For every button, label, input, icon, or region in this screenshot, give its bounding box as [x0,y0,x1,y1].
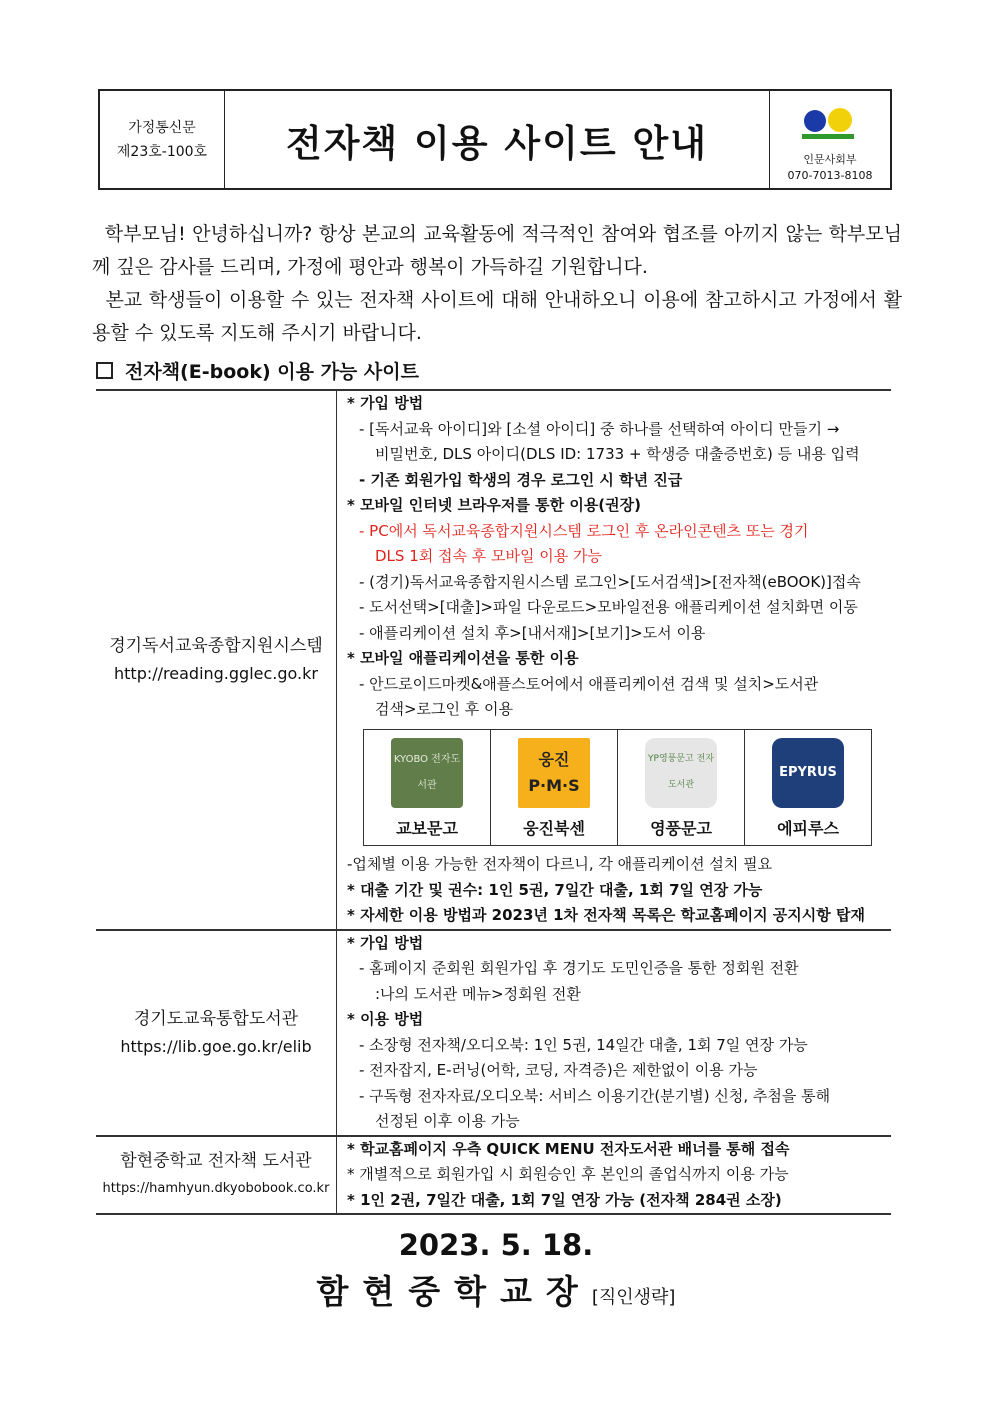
site-name-cell [96,930,337,1136]
site-name: 함현중학교 전자책 도서관 [120,1150,312,1171]
header-dept-info [769,91,890,188]
content-line: -업체별 이용 가능한 전자책이 다르니, 각 애플리케이션 설치 필요 [347,855,773,873]
content-line-highlight: DLS 1회 접속 후 모바일 이용 가능 [375,547,602,565]
content-line: - 기존 회원가입 학생의 경우 로그인 시 학년 진급 [359,470,683,489]
newsletter-header [98,89,892,190]
stamp-note: [직인생략] [591,1287,676,1308]
header-dept: 인문사회부 [803,153,857,166]
content-line: 검색>로그인 후 이용 [375,700,514,718]
content-line: * 개별적으로 회원가입 시 회원승인 후 본인의 졸업식까지 이용 가능 [347,1165,789,1183]
content-line: * 자세한 이용 방법과 2023년 1차 전자책 목록은 학교홈페이지 공지시항 탑재 [347,906,865,924]
table-row [96,390,891,930]
header-phone: 070-7013-8108 [787,169,873,182]
header-number: 제23호-100호 [116,143,208,160]
site-url-link[interactable]: https://lib.goe.go.kr/elib [120,1036,312,1056]
intro-paragraph-2: 본교 학생들이 이용할 수 있는 전자책 사이트에 대해 안내하오니 이용에 참고하시고 가정에서 활용할 수 있도록 지도해 주시기 바랍니다. [92,289,902,344]
site-content-cell [337,390,892,930]
table-row [96,930,891,1136]
content-line: 선정된 이후 이용 가능 [375,1112,520,1130]
content-line: * 모바일 인터넷 브라우저를 통한 이용(권장) [347,496,641,514]
content-line: * 모바일 애플리케이션을 통한 이용 [347,649,579,667]
app-epyrus[interactable] [745,729,872,846]
yp-app-icon: YP영풍문고 전자도서관 [645,738,717,808]
content-line: - 안드로이드마켓&애플스토어에서 애플리케이션 검색 및 설치>도서관 [359,674,819,693]
content-line: - 도서선택>[대출]>파일 다운로드>모바일전용 애플리케이션 설치화면 이동 [359,598,858,616]
site-name: 경기도교육통합도서관 [133,1008,299,1029]
signature-line [0,1266,992,1313]
app-label: 웅진북센 [523,818,585,838]
content-line: - 애플리케이션 설치 후>[내서재]>[보기]>도서 이용 [359,623,706,642]
content-line: * 이용 방법 [347,1010,424,1028]
section-title: 전자책(E-book) 이용 가능 사이트 [96,357,419,384]
principal-name: 함현중학교장 [316,1272,592,1311]
kyobo-app-icon: KYOBO 전자도서관 [391,738,463,808]
content-line: - 홈페이지 준회원 회원가입 후 경기도 도민인증을 통한 정회원 전환 [359,959,799,977]
content-line: * 가입 방법 [347,933,424,952]
header-issue-info [100,91,225,188]
app-woongjin[interactable] [491,729,618,846]
site-name-cell [96,1136,337,1215]
intro-text [92,218,902,350]
epyrus-app-icon: EPYRUS [772,738,844,808]
content-line: - (경기)독서교육종합지원시스템 로그인>[도서검색]>[전자책(eBOOK)]접속 [359,572,861,591]
site-content-cell [337,930,892,1136]
checkbox-square-icon [96,362,113,379]
app-label: 교보문고 [396,818,458,838]
app-kyobo[interactable] [364,729,491,846]
content-line: - 소장형 전자책/오디오북: 1인 5권, 14일간 대출, 1회 7일 연장 가능 [359,1035,808,1054]
site-url-link[interactable]: https://hamhyun.dkyobobook.co.kr [102,1180,330,1196]
content-line-highlight: - PC에서 독서교육종합지원시스템 로그인 후 온라인콘텐츠 또는 경기 [359,521,809,540]
site-url-link[interactable]: http://reading.gglec.go.kr [114,663,318,683]
content-line: - 구독형 전자자료/오디오북: 서비스 이용기간(분기별) 신청, 추첨을 통해 [359,1086,831,1105]
header-category: 가정통신문 [128,119,196,136]
content-line: * 학교홈페이지 우측 QUICK MENU 전자도서관 배너를 통해 접속 [347,1139,790,1158]
app-youngpoong[interactable] [618,729,745,846]
table-row [96,1136,891,1215]
app-icons-grid [363,729,872,847]
site-name: 경기독서교육종합지원시스템 [109,635,323,656]
woongjin-app-icon: 웅진 P·M·S [518,738,590,808]
issue-date: 2023. 5. 18. [398,1228,594,1262]
content-line: - 전자잡지, E-러닝(어학, 코딩, 자격증)은 제한없이 이용 가능 [359,1061,758,1079]
content-line: - [독서교육 아이디]와 [소셜 아이디] 중 하나를 선택하여 아이디 만들기 → [359,419,840,438]
site-content-cell [337,1136,892,1215]
page-title: 전자책 이용 사이트 안내 [285,121,709,165]
app-label: 영풍문고 [650,818,712,838]
content-line: * 가입 방법 [347,394,424,412]
app-label: 에피루스 [777,818,839,838]
school-logo-icon [800,106,860,142]
site-name-cell [96,390,337,930]
intro-paragraph-1: 학부모님! 안녕하십니까? 항상 본교의 교육활동에 적극적인 참여와 협조를 아끼지 않는 학부모님께 깊은 감사를 드리며, 가정에 평안과 행복이 가득하길 기원합니다. [92,223,902,278]
content-line: * 대출 기간 및 권수: 1인 5권, 7일간 대출, 1회 7일 연장 가능 [347,880,763,899]
sites-table [96,389,891,1215]
content-line: 비밀번호, DLS 아이디(DLS ID: 1733 + 학생증 대출증번호) 등 내용 입력 [375,445,860,463]
content-line: * 1인 2권, 7일간 대출, 1회 7일 연장 가능 (전자책 284권 소장) [347,1190,782,1209]
content-line: :나의 도서관 메뉴>정회원 전환 [375,984,581,1003]
